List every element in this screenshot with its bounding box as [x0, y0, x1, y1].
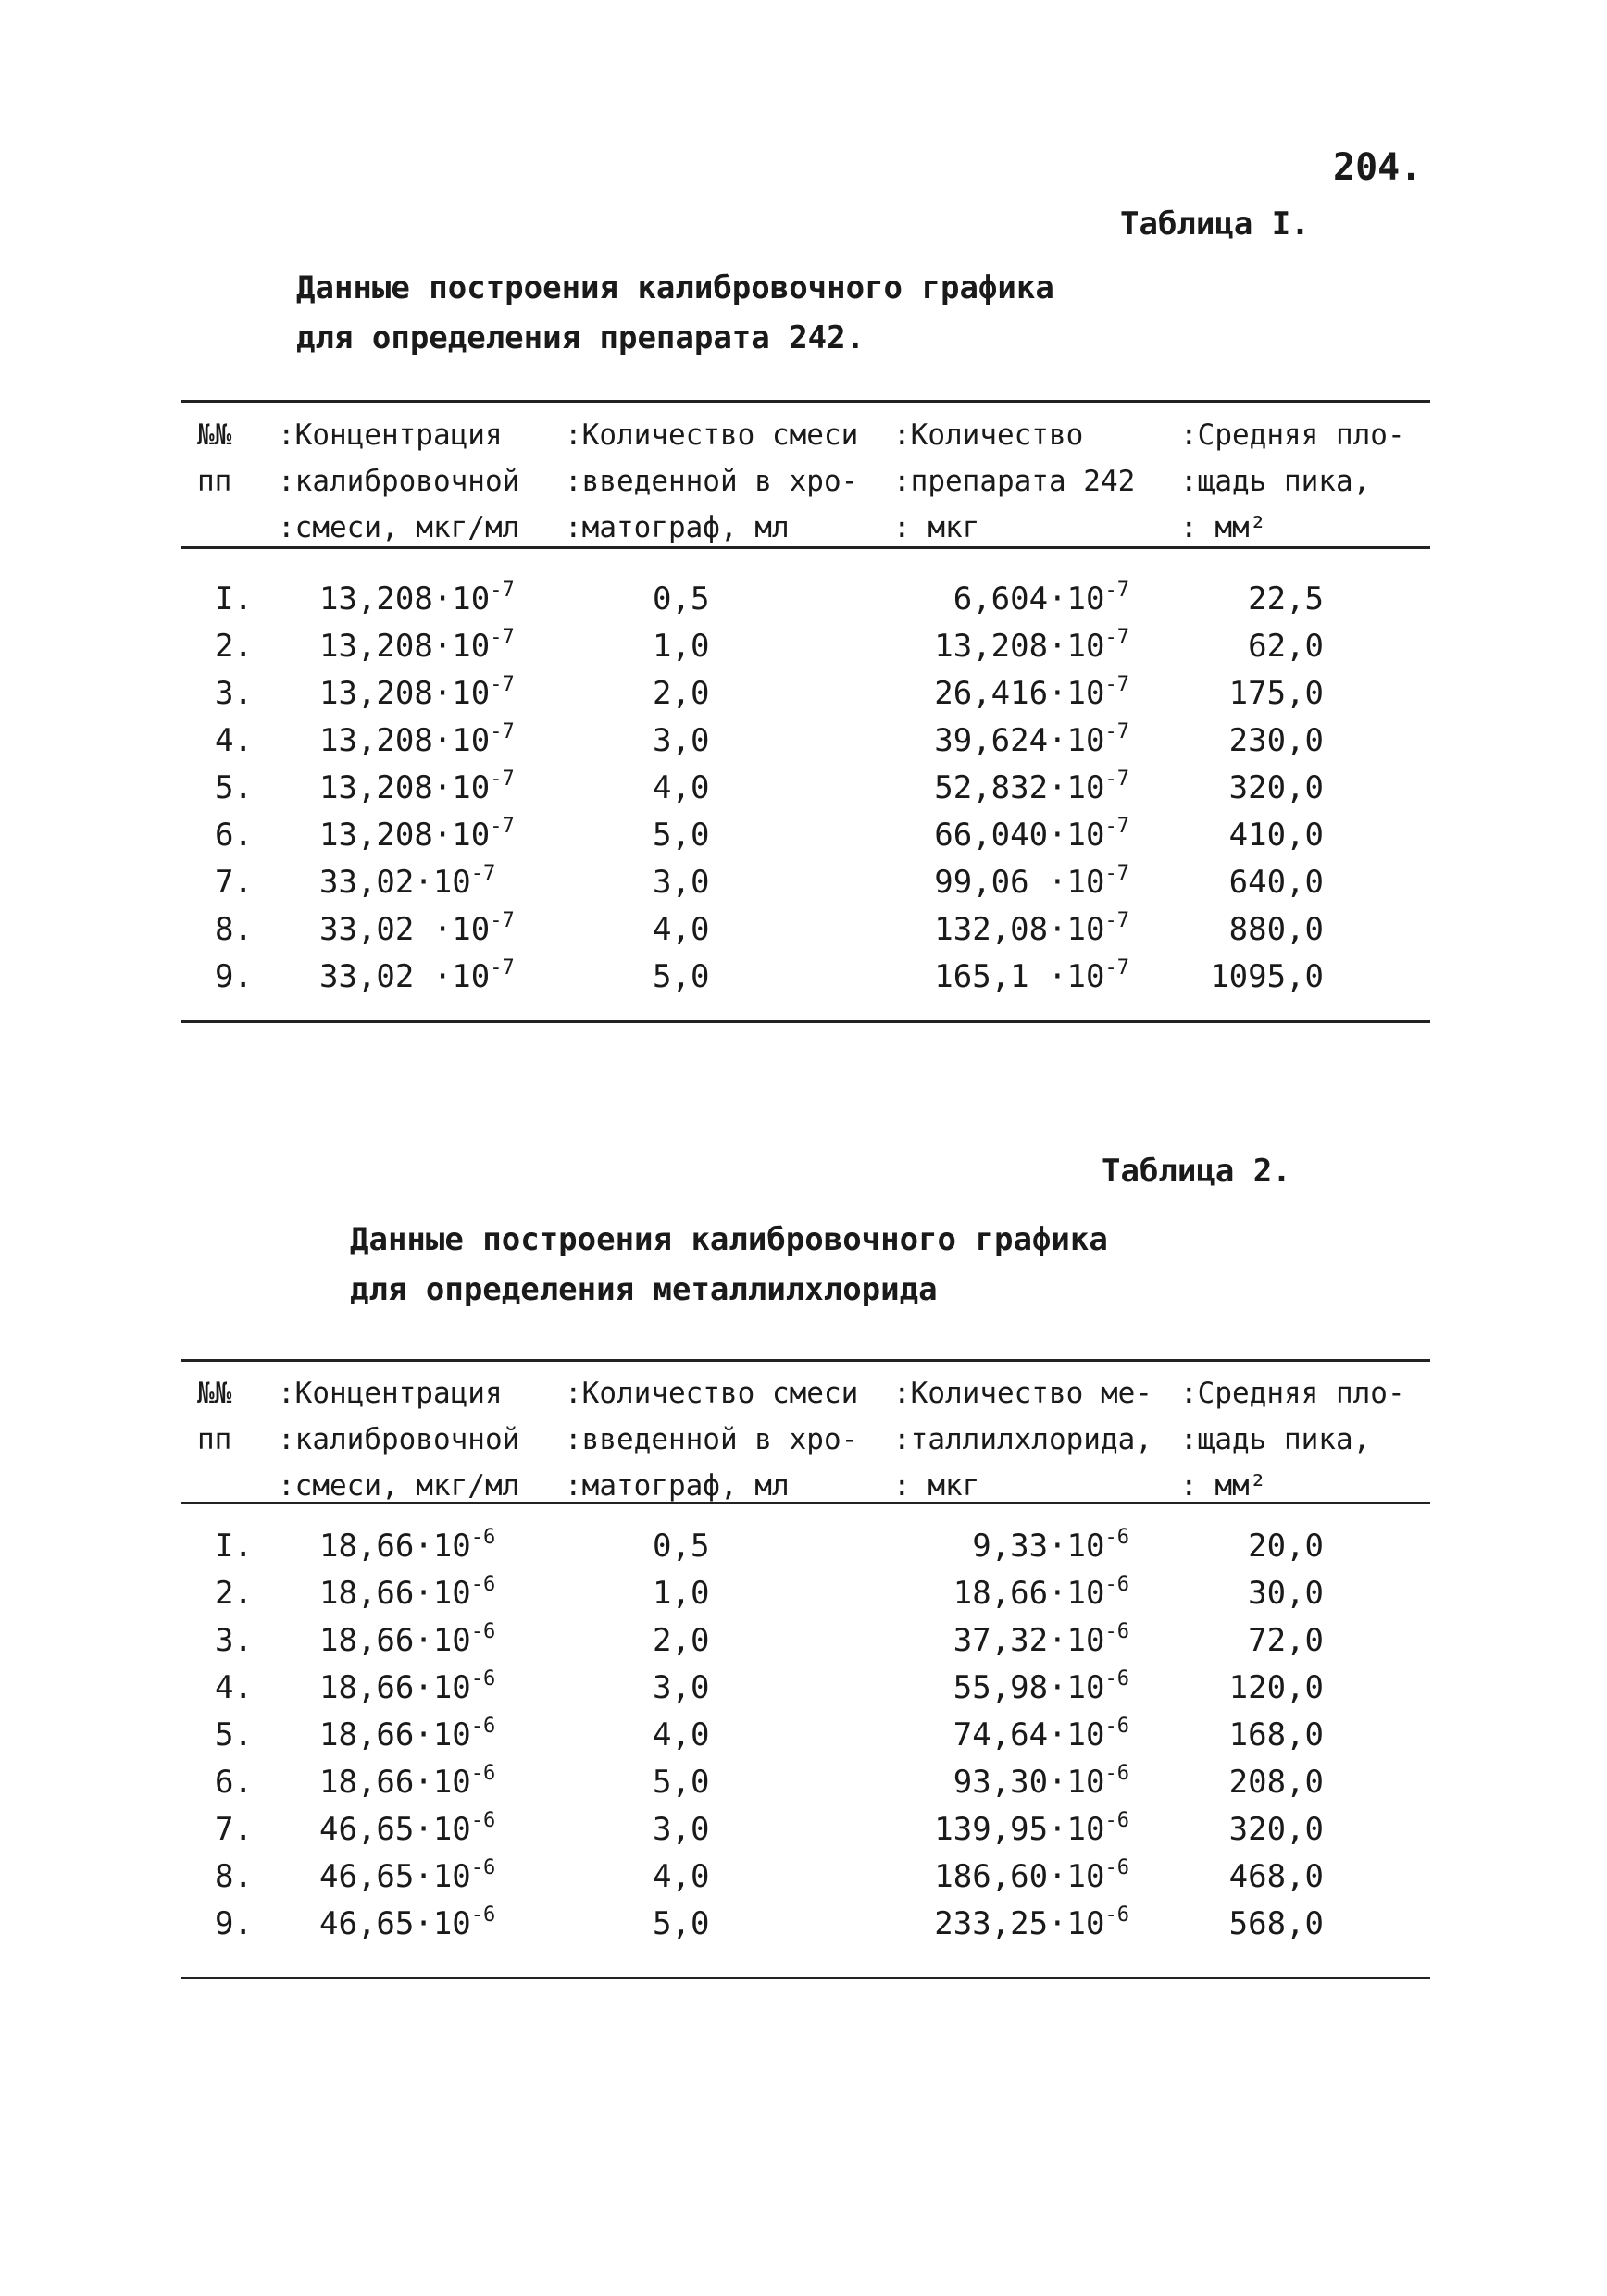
table2-header-cell: : мм²	[1180, 1469, 1267, 1503]
amount-cell	[852, 906, 1129, 954]
concentration-value: 46,65·10	[319, 1905, 471, 1942]
concentration-cell	[319, 718, 515, 765]
amount-cell	[852, 1759, 1129, 1806]
table2-header-cell: :щадь пика,	[1180, 1423, 1371, 1456]
amount-cell	[852, 954, 1129, 1001]
amount-value: 13,208·10	[934, 628, 1105, 665]
peak-area-cell: 320,0	[1228, 1811, 1324, 1848]
amount-value: 55,98·10	[953, 1669, 1105, 1706]
row-number: 4.	[215, 1669, 253, 1706]
concentration-value: 46,65·10	[319, 1858, 471, 1895]
table1-caption-line: Данные построения калибровочного графика	[296, 269, 1054, 306]
volume-cell: 4,0	[653, 911, 710, 948]
table1-header-cell: :Количество	[893, 418, 1084, 452]
table1-header-cell: :смеси, мкг/мл	[278, 511, 520, 544]
concentration-cell	[319, 812, 515, 859]
amount-exponent: -6	[1104, 1762, 1129, 1785]
concentration-value: 33,02·10	[319, 864, 471, 901]
amount-value: 165,1 ·10	[934, 958, 1105, 995]
concentration-cell	[319, 623, 515, 670]
amount-exponent: -7	[1104, 956, 1129, 980]
peak-area-cell: 20,0	[1248, 1528, 1324, 1565]
concentration-exponent: -7	[490, 909, 515, 932]
amount-exponent: -7	[1104, 909, 1129, 932]
concentration-exponent: -7	[490, 767, 515, 791]
table2-header-cell: :смеси, мкг/мл	[278, 1469, 520, 1503]
amount-value: 9,33·10	[972, 1528, 1105, 1565]
row-number: 3.	[215, 675, 253, 712]
concentration-cell	[319, 859, 495, 906]
table1-header-cell: :калибровочной	[278, 465, 520, 498]
amount-exponent: -6	[1104, 1573, 1129, 1596]
amount-exponent: -6	[1104, 1667, 1129, 1691]
peak-area-cell: 62,0	[1248, 628, 1324, 665]
concentration-exponent: -6	[470, 1809, 496, 1832]
concentration-cell	[319, 1617, 495, 1665]
peak-area-cell: 120,0	[1228, 1669, 1324, 1706]
table1-header-cell: :Средняя пло-	[1180, 418, 1405, 452]
concentration-value: 18,66·10	[319, 1528, 471, 1565]
row-number: 8.	[215, 1858, 253, 1895]
row-number: I.	[215, 580, 253, 618]
row-number: 8.	[215, 911, 253, 948]
table2-num-header: №№	[197, 1377, 232, 1410]
table2-header-cell: : мкг	[893, 1469, 980, 1503]
peak-area-cell: 1095,0	[1210, 958, 1324, 995]
table2-header-cell: :Количество ме-	[893, 1377, 1152, 1410]
amount-value: 99,06 ·10	[934, 864, 1105, 901]
volume-cell: 0,5	[653, 580, 710, 618]
table1-header-cell: :Количество смеси	[565, 418, 859, 452]
concentration-value: 13,208·10	[319, 722, 491, 759]
amount-exponent: -6	[1104, 1526, 1129, 1549]
concentration-value: 18,66·10	[319, 1669, 471, 1706]
table1-header-cell: :Концентрация	[278, 418, 503, 452]
peak-area-cell: 640,0	[1228, 864, 1324, 901]
row-number: 2.	[215, 628, 253, 665]
volume-cell: 5,0	[653, 1764, 710, 1801]
amount-cell	[852, 859, 1129, 906]
concentration-cell	[319, 1665, 495, 1712]
concentration-cell	[319, 670, 515, 718]
table2-header-cell: :таллилхлорида,	[893, 1423, 1152, 1456]
amount-cell	[852, 576, 1129, 623]
row-number: 6.	[215, 1764, 253, 1801]
concentration-cell	[319, 576, 515, 623]
peak-area-cell: 410,0	[1228, 817, 1324, 854]
amount-cell	[852, 812, 1129, 859]
concentration-cell	[319, 1806, 495, 1853]
table2-header-cell: :Средняя пло-	[1180, 1377, 1405, 1410]
amount-value: 74,64·10	[953, 1716, 1105, 1753]
table2-caption	[350, 1215, 1108, 1315]
volume-cell: 1,0	[653, 1575, 710, 1612]
concentration-value: 13,208·10	[319, 580, 491, 618]
amount-value: 26,416·10	[934, 675, 1105, 712]
amount-cell	[852, 1806, 1129, 1853]
row-number: 7.	[215, 864, 253, 901]
amount-value: 52,832·10	[934, 769, 1105, 806]
concentration-exponent: -7	[490, 579, 515, 602]
table1-header-cell: :препарата 242	[893, 465, 1136, 498]
concentration-cell	[319, 1712, 495, 1759]
volume-cell: 2,0	[653, 1622, 710, 1659]
concentration-exponent: -6	[470, 1856, 496, 1879]
amount-value: 233,25·10	[934, 1905, 1105, 1942]
table1-rule-top	[181, 400, 1430, 403]
table2-rule-top	[181, 1359, 1430, 1362]
volume-cell: 0,5	[653, 1528, 710, 1565]
row-number: 9.	[215, 1905, 253, 1942]
amount-cell	[852, 718, 1129, 765]
row-number: 5.	[215, 1716, 253, 1753]
volume-cell: 4,0	[653, 1858, 710, 1895]
concentration-cell	[319, 906, 515, 954]
amount-value: 6,604·10	[953, 580, 1105, 618]
amount-cell	[852, 1901, 1129, 1948]
table1-caption-line: для определения препарата 242.	[296, 319, 866, 356]
amount-exponent: -7	[1104, 673, 1129, 696]
row-number: 6.	[215, 817, 253, 854]
volume-cell: 5,0	[653, 958, 710, 995]
amount-value: 37,32·10	[953, 1622, 1105, 1659]
table1-num-header: №№	[197, 418, 232, 452]
table1-num-header: пп	[197, 465, 232, 498]
concentration-exponent: -7	[490, 673, 515, 696]
amount-cell	[852, 1523, 1129, 1570]
volume-cell: 2,0	[653, 675, 710, 712]
table2-header-cell: :матограф, мл	[565, 1469, 790, 1503]
amount-cell	[852, 1712, 1129, 1759]
volume-cell: 4,0	[653, 769, 710, 806]
concentration-value: 18,66·10	[319, 1716, 471, 1753]
amount-cell	[852, 670, 1129, 718]
amount-value: 66,040·10	[934, 817, 1105, 854]
concentration-cell	[319, 1523, 495, 1570]
table1-caption	[296, 263, 1054, 363]
concentration-exponent: -6	[470, 1715, 496, 1738]
row-number: 4.	[215, 722, 253, 759]
concentration-exponent: -6	[470, 1762, 496, 1785]
concentration-cell	[319, 1570, 495, 1617]
row-number: 9.	[215, 958, 253, 995]
page-number: 204.	[1333, 146, 1423, 189]
peak-area-cell: 72,0	[1248, 1622, 1324, 1659]
amount-value: 18,66·10	[953, 1575, 1105, 1612]
table2-header-cell: :Количество смеси	[565, 1377, 859, 1410]
table1-rule-header	[181, 546, 1430, 549]
table2-label: Таблица 2.	[1102, 1153, 1291, 1190]
amount-cell	[852, 1617, 1129, 1665]
table2-caption-line: Данные построения калибровочного графика	[350, 1221, 1108, 1258]
row-number: 3.	[215, 1622, 253, 1659]
amount-cell	[852, 1570, 1129, 1617]
volume-cell: 3,0	[653, 722, 710, 759]
table1-label: Таблица I.	[1120, 206, 1310, 243]
concentration-value: 13,208·10	[319, 628, 491, 665]
peak-area-cell: 320,0	[1228, 769, 1324, 806]
amount-exponent: -6	[1104, 1903, 1129, 1927]
concentration-exponent: -7	[470, 862, 496, 885]
amount-exponent: -6	[1104, 1809, 1129, 1832]
amount-exponent: -7	[1104, 862, 1129, 885]
concentration-exponent: -6	[470, 1667, 496, 1691]
table1-header-cell: :матограф, мл	[565, 511, 790, 544]
amount-exponent: -6	[1104, 1856, 1129, 1879]
amount-exponent: -6	[1104, 1715, 1129, 1738]
concentration-exponent: -7	[490, 626, 515, 649]
table1-rule-bottom	[181, 1020, 1430, 1023]
concentration-exponent: -7	[490, 956, 515, 980]
volume-cell: 5,0	[653, 817, 710, 854]
table2-rule-bottom	[181, 1977, 1430, 1979]
volume-cell: 3,0	[653, 864, 710, 901]
volume-cell: 3,0	[653, 1669, 710, 1706]
table2-caption-line: для определения металлилхлорида	[350, 1271, 938, 1308]
table2-header-cell: :калибровочной	[278, 1423, 520, 1456]
concentration-cell	[319, 1853, 495, 1901]
table2-header-cell: :Концентрация	[278, 1377, 503, 1410]
concentration-exponent: -6	[470, 1573, 496, 1596]
amount-exponent: -7	[1104, 815, 1129, 838]
concentration-cell	[319, 954, 515, 1001]
table2-rule-header	[181, 1502, 1430, 1504]
concentration-value: 33,02 ·10	[319, 911, 491, 948]
amount-value: 186,60·10	[934, 1858, 1105, 1895]
amount-value: 93,30·10	[953, 1764, 1105, 1801]
peak-area-cell: 30,0	[1248, 1575, 1324, 1612]
volume-cell: 4,0	[653, 1716, 710, 1753]
concentration-cell	[319, 1901, 495, 1948]
volume-cell: 5,0	[653, 1905, 710, 1942]
table2-num-header: пп	[197, 1423, 232, 1456]
concentration-value: 13,208·10	[319, 675, 491, 712]
amount-value: 39,624·10	[934, 722, 1105, 759]
peak-area-cell: 468,0	[1228, 1858, 1324, 1895]
concentration-value: 13,208·10	[319, 769, 491, 806]
concentration-exponent: -7	[490, 815, 515, 838]
table1-header-cell: : мм²	[1180, 511, 1267, 544]
concentration-value: 13,208·10	[319, 817, 491, 854]
concentration-exponent: -6	[470, 1903, 496, 1927]
concentration-cell	[319, 765, 515, 812]
peak-area-cell: 568,0	[1228, 1905, 1324, 1942]
amount-exponent: -7	[1104, 579, 1129, 602]
concentration-cell	[319, 1759, 495, 1806]
amount-exponent: -7	[1104, 626, 1129, 649]
amount-exponent: -6	[1104, 1620, 1129, 1643]
row-number: I.	[215, 1528, 253, 1565]
peak-area-cell: 22,5	[1248, 580, 1324, 618]
amount-value: 139,95·10	[934, 1811, 1105, 1848]
concentration-value: 33,02 ·10	[319, 958, 491, 995]
table1-header-cell: : мкг	[893, 511, 980, 544]
amount-exponent: -7	[1104, 767, 1129, 791]
volume-cell: 1,0	[653, 628, 710, 665]
table2-header-cell: :введенной в хро-	[565, 1423, 859, 1456]
amount-cell	[852, 623, 1129, 670]
table1-header-cell: :щадь пика,	[1180, 465, 1371, 498]
concentration-exponent: -6	[470, 1526, 496, 1549]
concentration-exponent: -7	[490, 720, 515, 743]
concentration-value: 18,66·10	[319, 1622, 471, 1659]
peak-area-cell: 230,0	[1228, 722, 1324, 759]
peak-area-cell: 168,0	[1228, 1716, 1324, 1753]
row-number: 5.	[215, 769, 253, 806]
peak-area-cell: 208,0	[1228, 1764, 1324, 1801]
concentration-value: 18,66·10	[319, 1575, 471, 1612]
row-number: 7.	[215, 1811, 253, 1848]
amount-cell	[852, 765, 1129, 812]
row-number: 2.	[215, 1575, 253, 1612]
amount-cell	[852, 1665, 1129, 1712]
concentration-value: 46,65·10	[319, 1811, 471, 1848]
table1-header-cell: :введенной в хро-	[565, 465, 859, 498]
peak-area-cell: 175,0	[1228, 675, 1324, 712]
concentration-exponent: -6	[470, 1620, 496, 1643]
amount-cell	[852, 1853, 1129, 1901]
peak-area-cell: 880,0	[1228, 911, 1324, 948]
volume-cell: 3,0	[653, 1811, 710, 1848]
amount-value: 132,08·10	[934, 911, 1105, 948]
amount-exponent: -7	[1104, 720, 1129, 743]
concentration-value: 18,66·10	[319, 1764, 471, 1801]
